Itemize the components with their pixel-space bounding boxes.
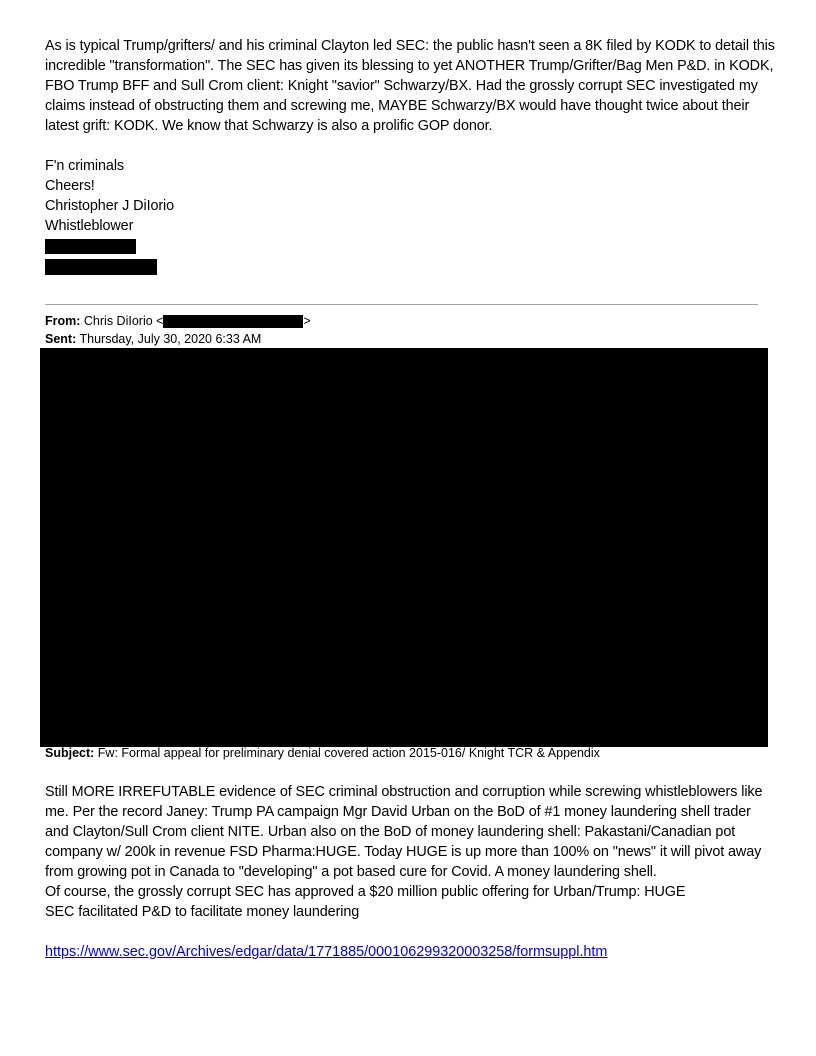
- redaction-block: [163, 315, 303, 328]
- from-label: From:: [45, 314, 81, 328]
- from-value: Chris DiIorio <: [83, 314, 164, 328]
- redaction-block: [40, 348, 768, 747]
- signature-name: Christopher J DiIorio: [45, 198, 175, 214]
- redaction-block: [45, 239, 136, 254]
- from-close: >: [303, 314, 311, 328]
- separator-line: [45, 304, 758, 305]
- forwarded-from-line: [45, 313, 311, 330]
- forwarded-body-paragraph: SEC facilitated P&D to facilitate money laundering: [45, 904, 360, 920]
- forwarded-sent-line: [45, 331, 261, 348]
- signature-line: F'n criminals: [45, 158, 125, 174]
- forwarded-body-paragraph: Of course, the grossly corrupt SEC has approved a $20 million public offering for Urban/Trump: HUGE: [45, 884, 686, 900]
- sec-filing-link-line: [45, 942, 607, 962]
- signature-line: Cheers!: [45, 178, 95, 194]
- signature-title: Whistleblower: [45, 218, 134, 234]
- redaction-block: [45, 259, 157, 275]
- email-signature: [45, 156, 174, 236]
- subject-value: Fw: Formal appeal for preliminary denial covered action 2015-016/ Knight TCR & Appendix: [97, 746, 600, 760]
- email-body-paragraph: As is typical Trump/grifters/ and his criminal Clayton led SEC: the public hasn't seen a 8K filed by KODK to detail this incredible "transformation". The SEC has given its blessing to yet ANOTHER Trump/Grifter/Bag Men P&D. in KODK, FBO Trump BFF and Sull Crom client: Knight "savior" Schwarzy/BX. Had the grossly corrupt SEC investigated my claims instead of obstructing them and screwing me, MAYBE Schwarzy/BX would have thought twice about their latest grift: KODK. We know that Schwarzy is also a prolific GOP donor.: [45, 38, 775, 134]
- forwarded-body-paragraph: Still MORE IRREFUTABLE evidence of SEC criminal obstruction and corruption while screwing whistleblowers like me. Per the record Janey: Trump PA campaign Mgr David Urban on the BoD of #1 money laundering shell trader and Clayton/Sull Crom client NITE. Urban also on the BoD of money laundering shell: Pakastani/Canadian pot company w/ 200k in revenue FSD Pharma:HUGE. Today HUGE is up more than 100% on "news" it will pivot away from growing pot in Canada to "developing" a pot based cure for Covid. A money laundering shell.: [45, 784, 763, 880]
- sent-label: Sent:: [45, 332, 77, 346]
- forwarded-subject-line: [45, 745, 600, 762]
- forwarded-body: [45, 782, 775, 922]
- sent-value: Thursday, July 30, 2020 6:33 AM: [79, 332, 262, 346]
- subject-label: Subject:: [45, 746, 95, 760]
- sec-filing-link[interactable]: https://www.sec.gov/Archives/edgar/data/1771885/000106299320003258/formsuppl.htm: [45, 944, 608, 960]
